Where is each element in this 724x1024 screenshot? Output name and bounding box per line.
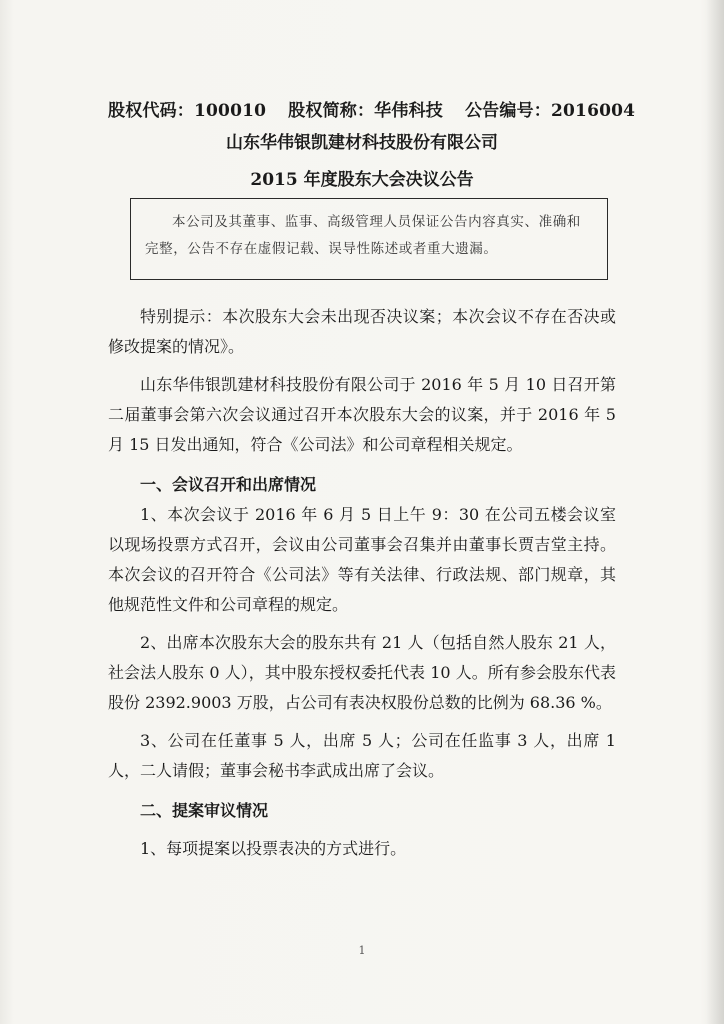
section2-item1: 1、每项提案以投票表决的方式进行。	[140, 839, 407, 858]
section1-item1: 1、本次会议于 2016 年 6 月 5 日上午 9：30 在公司五楼会议室以现场投票方式召开，会议由公司董事会召集并由董事长贾吉堂主持。本次会议的召开符合《公司法》等有关法律、行政法规、部门规章，其他规范性文件和公司章程的规定。	[108, 505, 616, 614]
intro-paragraph: 山东华伟银凯建材科技股份有限公司于 2016 年 5 月 10 日召开第二届董事会第六次会议通过召开本次股东大会的议案，并于 2016 年 5 月 15 日发出通知，符合《公司法》和公司章程相关规定。	[108, 375, 616, 454]
stock-code: 股权代码：100010	[108, 101, 267, 121]
page-number: 1	[358, 944, 366, 957]
document-body	[108, 302, 616, 864]
stock-abbreviation: 股权简称：华伟科技	[288, 101, 443, 121]
section-heading-2: 二、提案审议情况	[140, 801, 269, 820]
scan-edge-shadow	[706, 0, 724, 1024]
section-heading-1: 一、会议召开和出席情况	[140, 475, 317, 494]
disclaimer-box	[130, 198, 608, 280]
special-tip: 特别提示：本次股东大会未出现否决议案；本次会议不存在否决或修改提案的情况》。	[108, 307, 616, 356]
section1-item2: 2、出席本次股东大会的股东共有 21 人（包括自然人股东 21 人，社会法人股东 0 人），其中股东授权委托代表 10 人。所有参会股东代表股份 2392.9003 万股，占公司有表决权股份总数的比例为 68.36 %。	[108, 633, 616, 712]
company-name: 山东华伟银凯建材科技股份有限公司	[226, 133, 498, 153]
announcement-number: 公告编号：2016004	[464, 101, 636, 121]
document-title: 2015 年度股东大会决议公告	[250, 170, 474, 190]
announcement-header	[108, 96, 636, 121]
disclaimer-text: 本公司及其董事、监事、高级管理人员保证公告内容真实、准确和完整，公告不存在虚假记载、误导性陈述或者重大遗漏。	[145, 214, 581, 257]
section1-item3: 3、公司在任董事 5 人，出席 5 人；公司在任监事 3 人，出席 1 人，二人请假；董事会秘书李武成出席了会议。	[108, 731, 616, 780]
